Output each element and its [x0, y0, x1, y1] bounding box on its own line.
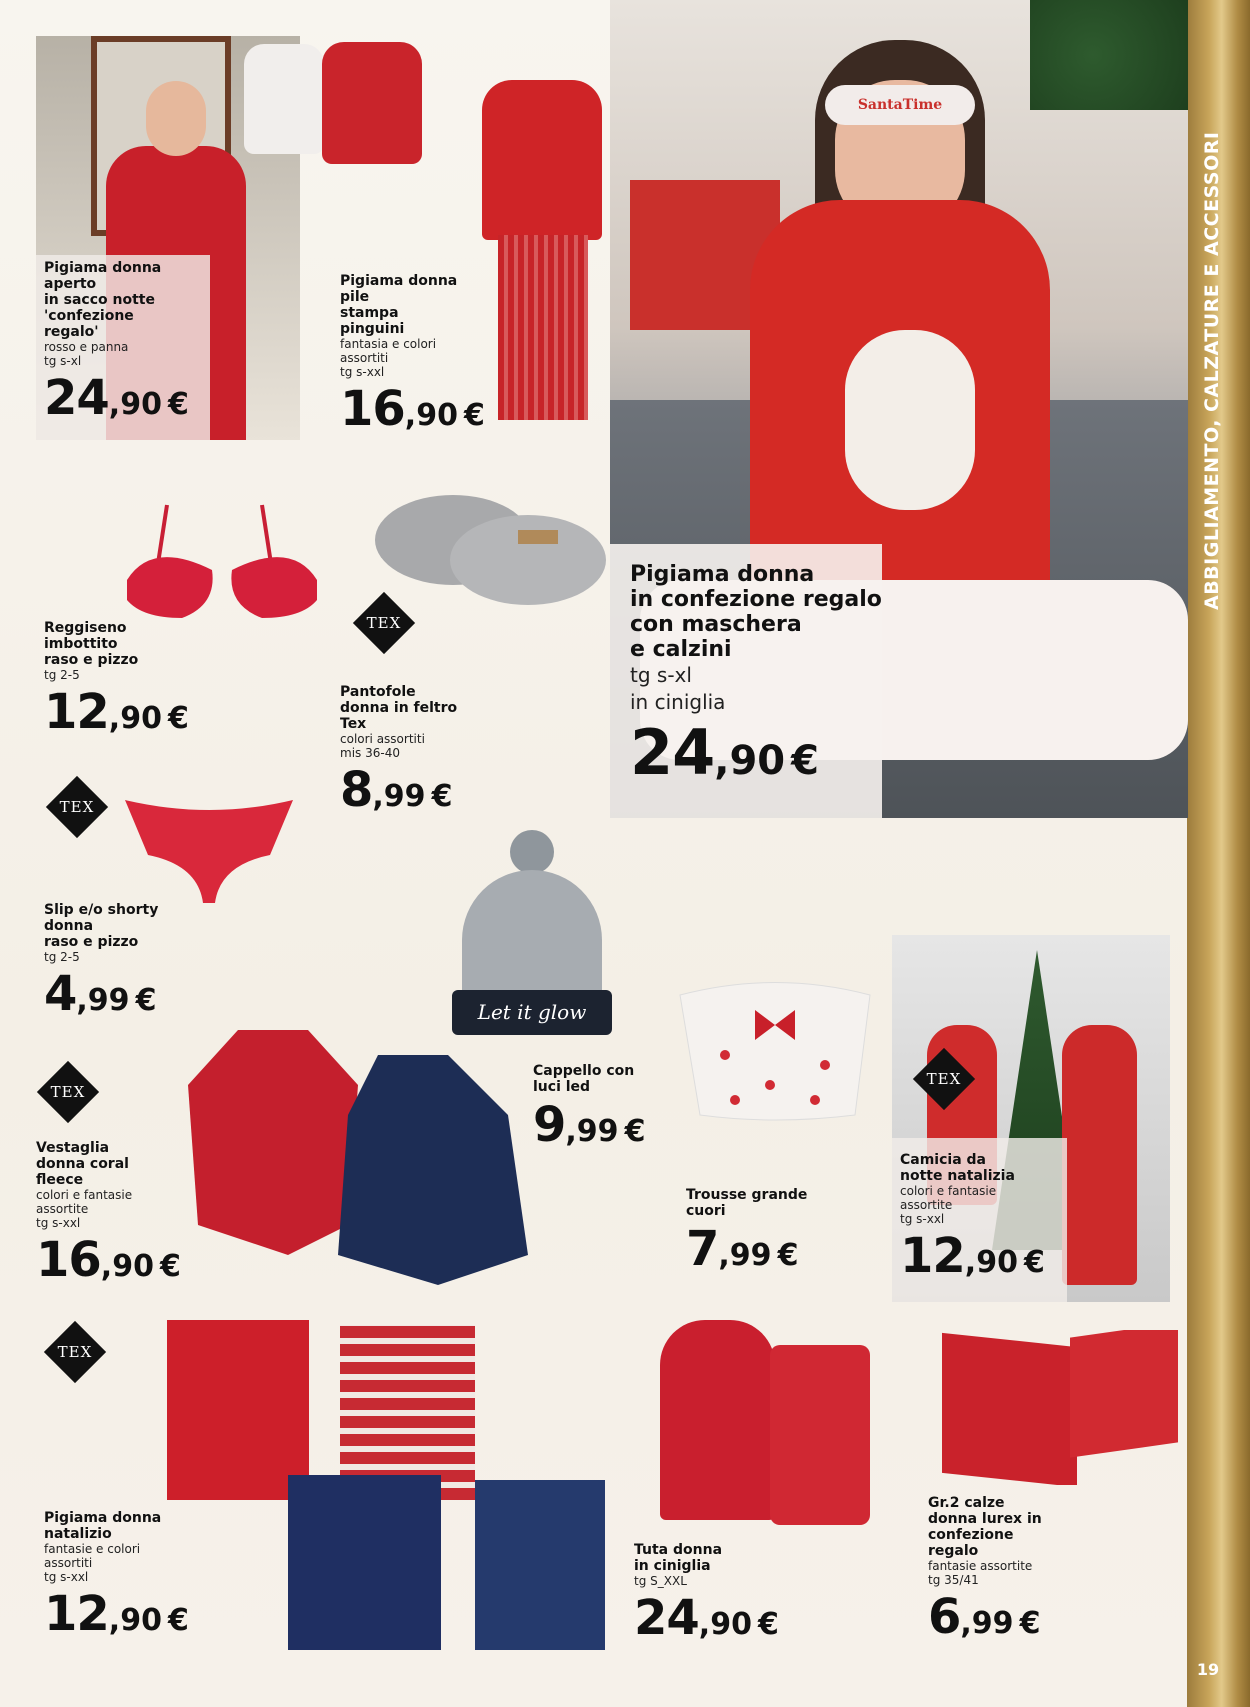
desc-line: tg s-xxl	[900, 1212, 945, 1226]
price-integer: 12	[900, 1228, 965, 1284]
price-currency: €	[167, 387, 189, 422]
sleep-mask-text: SantaTime	[857, 97, 943, 113]
name-line: in ciniglia	[634, 1558, 711, 1574]
pigiama-natalizio-illustration	[165, 1320, 607, 1650]
name-line: pinguini	[340, 321, 405, 337]
product-pigiama-sacco	[44, 260, 189, 426]
desc-line: assortite	[900, 1198, 953, 1212]
product-vestaglia	[36, 1140, 181, 1288]
name-line: Gr.2 calze	[928, 1495, 1005, 1511]
price-integer: 24	[630, 716, 715, 789]
desc-line: fantasie e colori	[44, 1542, 141, 1556]
price-currency: €	[159, 1249, 181, 1284]
desc-line: tg s-xxl	[340, 365, 385, 379]
product-desc	[340, 337, 485, 379]
price-currency: €	[167, 701, 189, 736]
pompom-shape	[510, 830, 554, 874]
price-decimal: ,99	[565, 1114, 619, 1149]
hoodie-shape	[660, 1320, 775, 1520]
name-line: Cappello con	[533, 1063, 635, 1079]
gift-bag-white	[244, 44, 324, 154]
price-integer: 9	[533, 1097, 566, 1153]
name-line: donna in feltro	[340, 700, 458, 716]
price	[928, 1589, 1042, 1645]
name-line: luci led	[533, 1079, 591, 1095]
price-decimal: ,90	[108, 701, 162, 736]
name-line: imbottito	[44, 636, 118, 652]
tex-label: TEX	[926, 1070, 962, 1088]
price-integer: 24	[634, 1590, 699, 1646]
price-decimal: ,90	[404, 398, 458, 433]
slippers-illustration	[368, 480, 608, 610]
name-line: Pigiama donna	[630, 562, 815, 587]
price-currency: €	[167, 1603, 189, 1638]
page-number: 19	[1196, 1660, 1220, 1679]
hat-illustration	[452, 830, 612, 1035]
product-name	[44, 1510, 189, 1542]
desc-line: assortiti	[44, 1556, 93, 1570]
price-currency: €	[777, 1238, 799, 1273]
patterned-pants-shape	[340, 1325, 475, 1500]
name-line: Slip e/o shorty	[44, 902, 159, 918]
product-name	[900, 1152, 1045, 1184]
name-line: Tex	[340, 716, 367, 732]
red-top-shape	[167, 1320, 309, 1500]
name-line: regalo'	[44, 324, 99, 340]
name-line: notte natalizia	[900, 1168, 1015, 1184]
robes-illustration	[188, 1025, 536, 1290]
price-currency: €	[757, 1607, 779, 1642]
product-name	[634, 1542, 779, 1574]
product-name	[44, 902, 158, 950]
product-calze	[928, 1495, 1042, 1645]
name-line: con maschera	[630, 612, 802, 637]
price-integer: 16	[340, 381, 405, 437]
price	[340, 762, 457, 818]
product-camicia	[900, 1152, 1045, 1284]
name-line: in sacco notte	[44, 292, 155, 308]
name-line: raso e pizzo	[44, 652, 139, 668]
price-integer: 6	[928, 1589, 961, 1645]
price	[900, 1228, 1045, 1284]
price-currency: €	[431, 779, 453, 814]
product-name	[44, 260, 189, 340]
product-slip	[44, 902, 159, 1022]
product-name	[686, 1187, 807, 1219]
price	[44, 966, 158, 1022]
desc-line: tg s-xl	[44, 354, 82, 368]
product-name	[928, 1495, 1042, 1559]
box-left-shape	[942, 1333, 1077, 1485]
product-name	[44, 620, 189, 668]
price-currency: €	[791, 738, 819, 784]
product-desc	[44, 668, 189, 682]
product-name	[340, 684, 457, 732]
price-currency: €	[624, 1114, 646, 1149]
desc-line: fantasie assortite	[928, 1559, 1033, 1573]
product-desc	[900, 1184, 1045, 1226]
price	[44, 370, 189, 426]
price	[36, 1232, 181, 1288]
bra-illustration	[122, 500, 322, 620]
product-desc	[928, 1559, 1042, 1587]
product-desc	[36, 1188, 181, 1230]
face-shape	[146, 81, 206, 156]
tex-label: TEX	[57, 1343, 93, 1361]
name-line: in confezione regalo	[630, 587, 882, 612]
desc-line: colori e fantasie	[36, 1188, 133, 1202]
product-desc	[44, 1542, 189, 1584]
price-integer: 16	[36, 1232, 101, 1288]
tuta-illustration	[660, 1320, 870, 1525]
price	[533, 1097, 646, 1153]
price-integer: 24	[44, 370, 109, 426]
price-decimal: ,99	[718, 1238, 772, 1273]
desc-line: tg 2-5	[44, 950, 80, 964]
product-name	[630, 562, 882, 662]
price-decimal: ,90	[108, 1603, 162, 1638]
tex-badge	[913, 1048, 975, 1110]
product-name	[340, 273, 485, 337]
price-decimal: ,90	[108, 387, 162, 422]
desc-line: mis 36-40	[340, 746, 400, 760]
product-name	[533, 1063, 645, 1095]
desc-line: colori assortiti	[340, 732, 425, 746]
desc-line: assortiti	[340, 351, 389, 365]
product-desc	[340, 732, 457, 760]
product-pigiama-pile	[340, 273, 485, 437]
tex-label: TEX	[366, 614, 402, 632]
tex-label: TEX	[50, 1083, 86, 1101]
tex-badge	[46, 776, 108, 838]
name-line: Camicia da	[900, 1152, 986, 1168]
price	[340, 381, 485, 437]
box-right-shape	[1070, 1330, 1178, 1458]
price	[44, 1586, 189, 1642]
trousse-illustration	[675, 975, 875, 1125]
sleep-mask	[825, 85, 975, 125]
name-line: Pantofole	[340, 684, 416, 700]
woman-right-shape	[1062, 1025, 1137, 1285]
name-line: Pigiama donna	[44, 260, 162, 276]
product-desc	[44, 340, 189, 368]
desc-line: tg s-xxl	[36, 1216, 81, 1230]
price-integer: 12	[44, 1586, 109, 1642]
price-currency: €	[463, 398, 485, 433]
slip-illustration	[120, 795, 298, 905]
product-pigiama-natalizio	[44, 1510, 189, 1642]
product-pigiama-maschera	[630, 562, 882, 789]
price-decimal: ,99	[76, 983, 130, 1018]
name-line: Pigiama donna	[44, 1510, 162, 1526]
name-line: pile	[340, 289, 370, 305]
tex-badge	[37, 1061, 99, 1123]
tuta-pants-shape	[770, 1345, 870, 1525]
desc-line: tg 35/41	[928, 1573, 979, 1587]
name-line: fleece	[36, 1172, 84, 1188]
product-desc	[630, 662, 882, 716]
price-currency: €	[1023, 1245, 1045, 1280]
christmas-garland-shape	[1030, 0, 1188, 110]
name-line: Tuta donna	[634, 1542, 723, 1558]
price	[44, 684, 189, 740]
name-line: Vestaglia	[36, 1140, 110, 1156]
desc-line: tg S_XXL	[634, 1574, 687, 1588]
product-desc	[634, 1574, 779, 1588]
price-decimal: ,90	[100, 1249, 154, 1284]
price	[634, 1590, 779, 1646]
navy-pants-shape	[475, 1480, 605, 1650]
desc-line: tg 2-5	[44, 668, 80, 682]
name-line: 'confezione	[44, 308, 134, 324]
name-line: natalizio	[44, 1526, 112, 1542]
desc-line: tg s-xl	[630, 663, 692, 687]
product-pantofole	[340, 684, 458, 818]
price-currency: €	[135, 983, 157, 1018]
desc-line: rosso e panna	[44, 340, 129, 354]
price-integer: 8	[340, 762, 373, 818]
socks-gift-box-illustration	[942, 1330, 1180, 1485]
price-decimal: ,99	[960, 1606, 1014, 1641]
name-line: regalo	[928, 1543, 979, 1559]
gift-bag-red	[322, 42, 422, 164]
product-reggiseno	[44, 620, 189, 740]
desc-line: assortite	[36, 1202, 89, 1216]
name-line: donna lurex in	[928, 1511, 1042, 1527]
section-title: ABBIGLIAMENTO, CALZATURE E ACCESSORI	[1201, 131, 1223, 610]
name-line: aperto	[44, 276, 97, 292]
desc-line: in ciniglia	[630, 690, 726, 714]
name-line: e calzini	[630, 637, 732, 662]
desc-line: fantasia e colori	[340, 337, 437, 351]
name-line: donna	[44, 918, 94, 934]
navy-top-shape	[288, 1475, 441, 1650]
desc-line: colori e fantasie	[900, 1184, 997, 1198]
price-decimal: ,90	[698, 1607, 752, 1642]
name-line: confezione	[928, 1527, 1014, 1543]
hat-body-shape	[462, 870, 602, 1000]
snowman-print-shape	[845, 330, 975, 510]
name-line: cuori	[686, 1203, 726, 1219]
price	[630, 716, 882, 789]
name-line: donna coral	[36, 1156, 129, 1172]
hat-band: Let it glow	[452, 990, 612, 1035]
tex-badge	[44, 1321, 106, 1383]
product-trousse	[686, 1187, 808, 1277]
price	[686, 1221, 807, 1277]
price-decimal: ,99	[372, 779, 426, 814]
name-line: raso e pizzo	[44, 934, 139, 950]
name-line: stampa	[340, 305, 399, 321]
price-integer: 7	[686, 1221, 719, 1277]
price-currency: €	[1019, 1606, 1041, 1641]
penguin-pajama-pants	[498, 235, 588, 420]
name-line: Trousse grande	[686, 1187, 808, 1203]
penguin-pajama-top	[482, 80, 602, 240]
desc-line: tg s-xxl	[44, 1570, 89, 1584]
product-name	[36, 1140, 181, 1188]
product-cappello	[533, 1063, 646, 1153]
product-desc	[44, 950, 158, 964]
name-line: Pigiama donna	[340, 273, 458, 289]
price-integer: 4	[44, 966, 77, 1022]
price-decimal: ,90	[964, 1245, 1018, 1280]
price-decimal: ,90	[714, 738, 786, 784]
price-integer: 12	[44, 684, 109, 740]
product-tuta	[634, 1542, 779, 1646]
name-line: Reggiseno	[44, 620, 127, 636]
tex-badge	[353, 592, 415, 654]
tex-label: TEX	[59, 798, 95, 816]
